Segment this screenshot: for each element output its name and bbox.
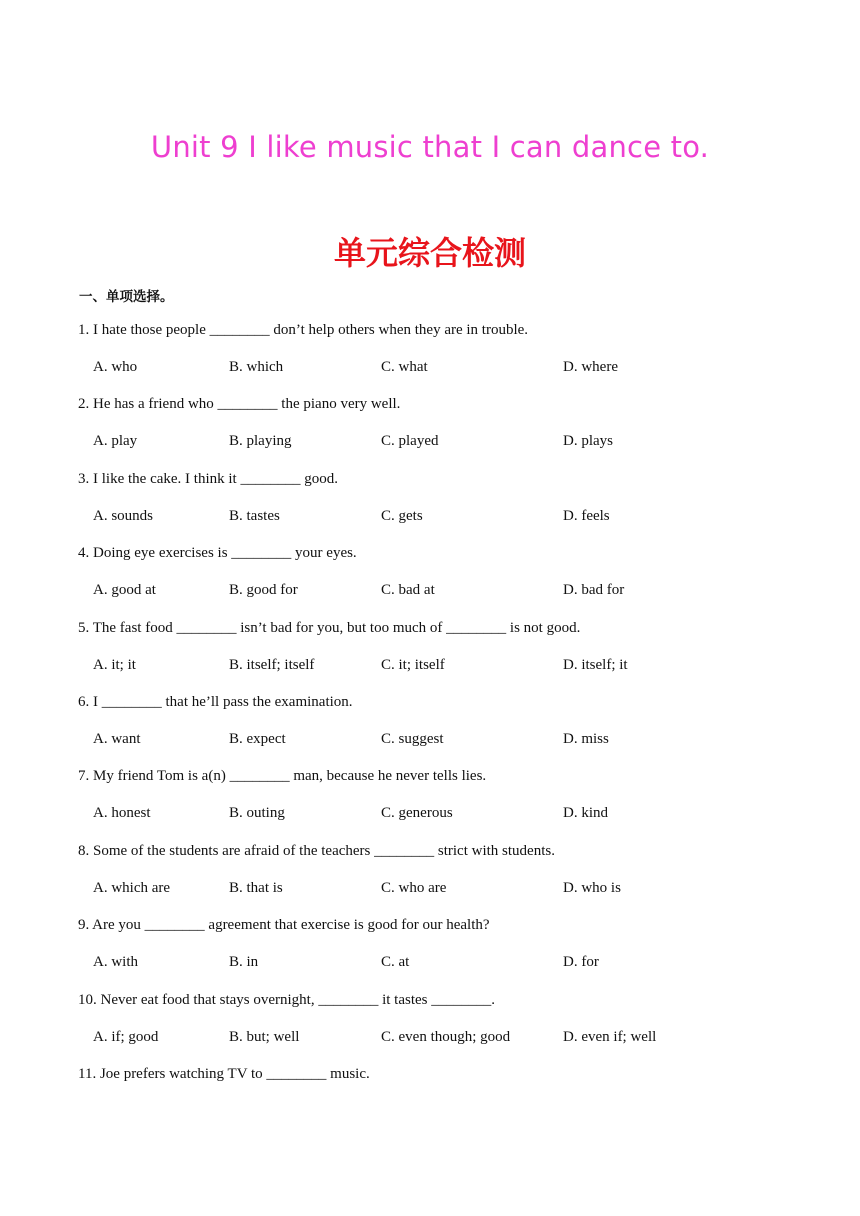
question-stem: 5. The fast food ________ isn’t bad for you, but too much of ________ is not good. bbox=[78, 619, 581, 636]
option-d: D. feels bbox=[563, 507, 610, 524]
question-item bbox=[0, 989, 860, 1063]
option-d: D. miss bbox=[563, 730, 609, 747]
option-a: A. who bbox=[93, 359, 138, 375]
option-a: A. honest bbox=[93, 805, 151, 822]
unit-title: Unit 9 I like music that I can dance to. bbox=[150, 130, 710, 164]
question-item bbox=[0, 840, 860, 914]
option-b: B. which bbox=[229, 359, 284, 375]
question-item bbox=[0, 914, 860, 988]
option-d: D. itself; it bbox=[563, 656, 628, 673]
question-options bbox=[0, 505, 860, 527]
question-options bbox=[0, 356, 860, 378]
option-c: C. suggest bbox=[381, 730, 444, 747]
option-b: B. tastes bbox=[229, 507, 280, 524]
option-c: C. generous bbox=[381, 805, 453, 822]
option-c: C. who are bbox=[381, 879, 447, 896]
option-c: C. gets bbox=[381, 507, 423, 524]
option-a: A. if; good bbox=[93, 1028, 159, 1045]
question-item bbox=[0, 468, 860, 542]
question-item bbox=[0, 542, 860, 616]
question-options bbox=[0, 579, 860, 601]
question-options bbox=[0, 877, 860, 899]
option-c: C. played bbox=[381, 433, 439, 450]
option-d: D. for bbox=[563, 954, 599, 971]
option-c: C. what bbox=[381, 359, 428, 375]
option-a: A. good at bbox=[93, 582, 156, 599]
question-stem: 6. I ________ that he’ll pass the examination. bbox=[78, 693, 353, 710]
question-item bbox=[0, 617, 860, 691]
question-options bbox=[0, 951, 860, 973]
question-item bbox=[0, 691, 860, 765]
option-a: A. which are bbox=[93, 879, 171, 896]
question-item bbox=[0, 765, 860, 839]
question-item bbox=[0, 319, 860, 393]
question-stem: 7. My friend Tom is a(n) ________ man, because he never tells lies. bbox=[78, 768, 487, 785]
question-options bbox=[0, 728, 860, 750]
question-item bbox=[0, 393, 860, 467]
question-stem: 10. Never eat food that stays overnight, ________ it tastes ________. bbox=[78, 991, 496, 1008]
option-b: B. but; well bbox=[229, 1028, 300, 1045]
option-c: C. it; itself bbox=[381, 656, 445, 673]
part-heading: 一、单项选择。 bbox=[79, 289, 174, 305]
question-options bbox=[0, 430, 860, 452]
option-d: D. bad for bbox=[563, 582, 625, 599]
option-c: C. bad at bbox=[381, 582, 435, 599]
question-item bbox=[0, 1063, 860, 1137]
question-stem: 3. I like the cake. I think it ________ good. bbox=[78, 470, 338, 487]
option-d: D. even if; well bbox=[563, 1028, 657, 1045]
question-stem: 4. Doing eye exercises is ________ your eyes. bbox=[78, 545, 357, 562]
option-c: C. even though; good bbox=[381, 1028, 511, 1045]
option-b: B. expect bbox=[229, 730, 286, 747]
option-d: D. where bbox=[563, 359, 618, 375]
option-b: B. in bbox=[229, 954, 259, 971]
option-b: B. that is bbox=[229, 879, 283, 896]
section-title: 单元综合检测 bbox=[333, 234, 526, 272]
option-d: D. kind bbox=[563, 805, 608, 822]
option-b: B. playing bbox=[229, 433, 292, 450]
question-stem: 9. Are you ________ agreement that exercise is good for our health? bbox=[78, 917, 490, 934]
question-options bbox=[0, 1026, 860, 1048]
option-a: A. with bbox=[93, 954, 138, 971]
option-a: A. play bbox=[93, 433, 138, 450]
option-d: D. plays bbox=[563, 433, 613, 450]
option-b: B. outing bbox=[229, 805, 285, 822]
option-b: B. good for bbox=[229, 582, 298, 599]
question-options bbox=[0, 654, 860, 676]
option-a: A. it; it bbox=[93, 656, 136, 673]
question-stem: 1. I hate those people ________ don’t help others when they are in trouble. bbox=[78, 322, 529, 338]
option-c: C. at bbox=[381, 954, 410, 971]
option-a: A. sounds bbox=[93, 507, 154, 524]
question-options bbox=[0, 802, 860, 824]
option-b: B. itself; itself bbox=[229, 656, 315, 673]
question-stem: 8. Some of the students are afraid of the teachers ________ strict with students. bbox=[78, 842, 555, 859]
question-list bbox=[0, 319, 860, 1137]
question-stem: 11. Joe prefers watching TV to ________ music. bbox=[78, 1065, 370, 1082]
option-d: D. who is bbox=[563, 879, 621, 896]
option-a: A. want bbox=[93, 730, 141, 747]
question-stem: 2. He has a friend who ________ the piano very well. bbox=[78, 396, 401, 413]
